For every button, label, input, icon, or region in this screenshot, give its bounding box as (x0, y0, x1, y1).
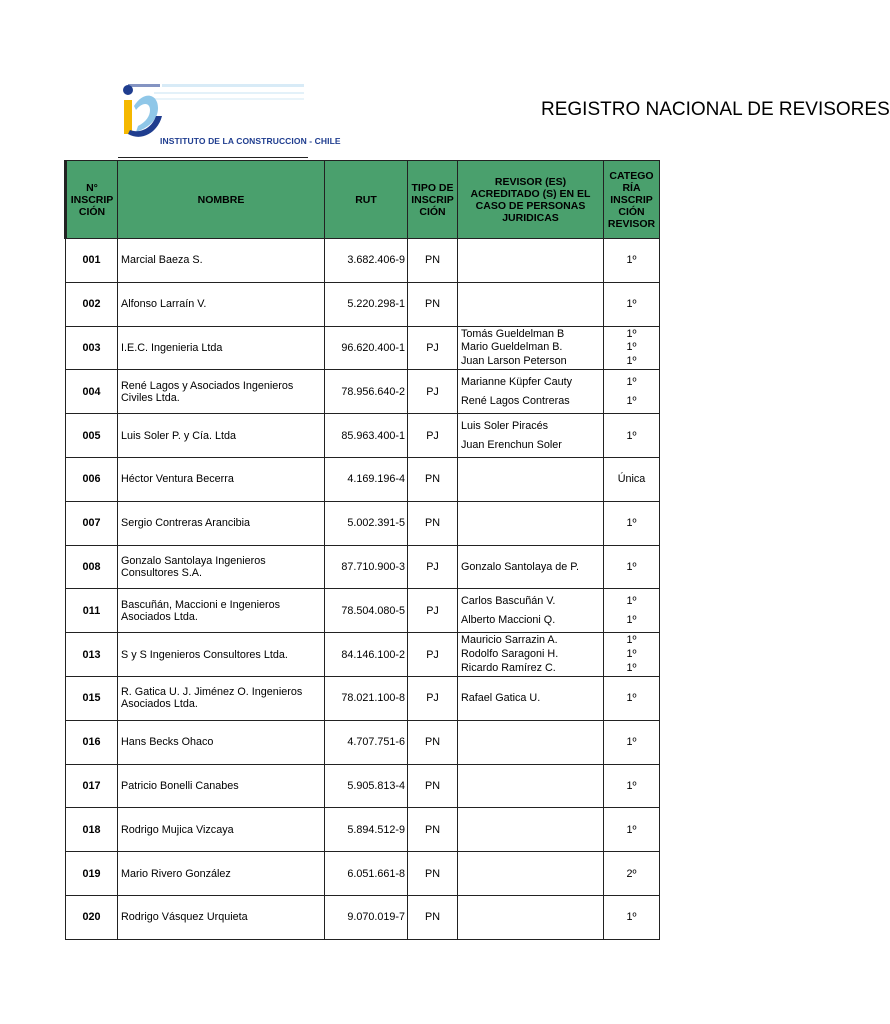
revisor-name: Tomás Gueldelman B (461, 327, 565, 340)
cell-nr: 017 (66, 764, 118, 808)
categoria-value: 1º (626, 595, 637, 608)
cell-nr: 013 (66, 633, 118, 677)
cell-nr: 015 (66, 676, 118, 720)
revisor-name: Luis Soler Piracés (461, 419, 549, 432)
categoria-value: 1º (626, 661, 637, 674)
cell-nombre: René Lagos y Asociados Ingenieros Civiles Ltda. (118, 370, 325, 414)
cell-categoria: 1º (604, 676, 660, 720)
cell-categoria: 1º (604, 501, 660, 545)
cell-rut: 5.220.298-1 (325, 282, 408, 326)
cell-tipo: PJ (408, 545, 458, 589)
cell-rut: 78.021.100-8 (325, 676, 408, 720)
cell-revisor (458, 764, 604, 808)
cell-revisor: Gonzalo Santolaya de P. (458, 545, 604, 589)
cell-rut: 4.169.196-4 (325, 457, 408, 501)
cell-nombre: S y S Ingenieros Consultores Ltda. (118, 633, 325, 677)
cell-nombre: Marcial Baeza S. (118, 239, 325, 283)
cell-revisor (458, 720, 604, 764)
cell-revisor (458, 370, 604, 414)
cell-revisor (458, 326, 604, 370)
cell-nr: 019 (66, 852, 118, 896)
cell-nr: 007 (66, 501, 118, 545)
cell-tipo: PJ (408, 370, 458, 414)
cell-rut: 5.894.512-9 (325, 808, 408, 852)
table-row (66, 457, 660, 501)
cell-revisor: Rafael Gatica U. (458, 676, 604, 720)
cell-revisor (458, 414, 604, 458)
cell-nombre: Luis Soler P. y Cía. Ltda (118, 414, 325, 458)
table-header-row (66, 161, 660, 239)
revisor-name: Carlos Bascuñán V. (461, 595, 556, 608)
revisor-name: Marianne Küpfer Cauty (461, 376, 573, 389)
cell-tipo: PN (408, 720, 458, 764)
table-row (66, 808, 660, 852)
cell-rut: 5.905.813-4 (325, 764, 408, 808)
cell-nr: 003 (66, 326, 118, 370)
cell-tipo: PN (408, 895, 458, 939)
revisor-name: Rodolfo Saragoni H. (461, 648, 559, 661)
cell-rut: 6.051.661-8 (325, 852, 408, 896)
categoria-value: 1º (626, 648, 637, 661)
cell-tipo: PN (408, 457, 458, 501)
cell-nombre: Rodrigo Mujica Vizcaya (118, 808, 325, 852)
table-row (66, 633, 660, 677)
cell-nr: 011 (66, 589, 118, 633)
cell-rut: 96.620.400-1 (325, 326, 408, 370)
cell-tipo: PJ (408, 589, 458, 633)
cell-nr: 005 (66, 414, 118, 458)
revisor-name: Juan Erenchun Soler (461, 438, 562, 451)
column-header-nombre: NOMBRE (118, 161, 325, 239)
cell-revisor (458, 457, 604, 501)
cell-nombre: Gonzalo Santolaya Ingenieros Consultores S.A. (118, 545, 325, 589)
cell-nombre: Bascuñán, Maccioni e Ingenieros Asociados Ltda. (118, 589, 325, 633)
cell-rut: 78.504.080-5 (325, 589, 408, 633)
revisor-name: Mauricio Sarrazin A. (461, 634, 558, 647)
cell-tipo: PN (408, 239, 458, 283)
revisor-name: Alberto Maccioni Q. (461, 613, 556, 626)
cell-rut: 3.682.406-9 (325, 239, 408, 283)
cell-nombre: Sergio Contreras Arancibia (118, 501, 325, 545)
categoria-value: 1º (626, 394, 637, 407)
cell-categoria (604, 589, 660, 633)
revisor-name: René Lagos Contreras (461, 394, 570, 407)
categoria-value: 1º (626, 327, 637, 340)
column-header-categoria: CATEGO RÍA INSCRIP CIÓN REVISOR (604, 161, 660, 239)
revisor-name: Juan Larson Peterson (461, 355, 567, 368)
categoria-value: 1º (626, 341, 637, 354)
cell-revisor (458, 239, 604, 283)
cell-rut: 85.963.400-1 (325, 414, 408, 458)
cell-rut: 5.002.391-5 (325, 501, 408, 545)
cell-rut: 84.146.100-2 (325, 633, 408, 677)
table-body (66, 239, 660, 940)
categoria-value: 1º (626, 634, 637, 647)
cell-tipo: PJ (408, 676, 458, 720)
cell-nr: 004 (66, 370, 118, 414)
cell-nr: 002 (66, 282, 118, 326)
table-row (66, 764, 660, 808)
cell-nr: 006 (66, 457, 118, 501)
cell-tipo: PN (408, 808, 458, 852)
cell-revisor (458, 852, 604, 896)
cell-categoria (604, 633, 660, 677)
cell-nombre: Mario Rivero González (118, 852, 325, 896)
cell-nombre: Héctor Ventura Becerra (118, 457, 325, 501)
cell-nombre: Hans Becks Ohaco (118, 720, 325, 764)
cell-tipo: PN (408, 282, 458, 326)
column-header-revisor: REVISOR (ES) ACREDITADO (S) EN EL CASO DE PERSONAS JURIDICAS (458, 161, 604, 239)
table-row (66, 326, 660, 370)
cell-categoria: 1º (604, 764, 660, 808)
cell-revisor (458, 895, 604, 939)
cell-rut: 4.707.751-6 (325, 720, 408, 764)
cell-tipo: PN (408, 764, 458, 808)
categoria-value: 1º (626, 355, 637, 368)
cell-categoria: 1º (604, 239, 660, 283)
cell-categoria: 1º (604, 282, 660, 326)
cell-categoria: 1º (604, 545, 660, 589)
cell-categoria (604, 370, 660, 414)
cell-tipo: PN (408, 501, 458, 545)
table-row (66, 720, 660, 764)
cell-revisor (458, 589, 604, 633)
cell-tipo: PJ (408, 326, 458, 370)
cell-categoria (604, 326, 660, 370)
cell-revisor (458, 808, 604, 852)
cell-rut: 9.070.019-7 (325, 895, 408, 939)
column-header-nr: N° INSCRIP CIÓN (66, 161, 118, 239)
cell-nombre: Patricio Bonelli Canabes (118, 764, 325, 808)
cell-categoria: 1º (604, 414, 660, 458)
column-header-tipo: TIPO DE INSCRIP CIÓN (408, 161, 458, 239)
cell-nombre: I.E.C. Ingenieria Ltda (118, 326, 325, 370)
table-row (66, 676, 660, 720)
revisores-table (64, 160, 660, 940)
logo-caption: INSTITUTO DE LA CONSTRUCCION - CHILE (160, 136, 341, 146)
logo-divider (118, 157, 308, 158)
table-row (66, 545, 660, 589)
table-row (66, 239, 660, 283)
table-row (66, 370, 660, 414)
table-row (66, 895, 660, 939)
page-title: REGISTRO NACIONAL DE REVISORES (541, 99, 890, 120)
cell-nr: 020 (66, 895, 118, 939)
cell-nr: 001 (66, 239, 118, 283)
cell-categoria: Única (604, 457, 660, 501)
cell-nombre: Rodrigo Vásquez Urquieta (118, 895, 325, 939)
column-header-rut: RUT (325, 161, 408, 239)
cell-tipo: PN (408, 852, 458, 896)
revisor-name: Mario Gueldelman B. (461, 341, 563, 354)
cell-revisor (458, 633, 604, 677)
table-row (66, 589, 660, 633)
categoria-value: 1º (626, 613, 637, 626)
table-row (66, 414, 660, 458)
cell-rut: 78.956.640-2 (325, 370, 408, 414)
cell-nombre: Alfonso Larraín V. (118, 282, 325, 326)
cell-categoria: 1º (604, 720, 660, 764)
cell-categoria: 2º (604, 852, 660, 896)
cell-nr: 008 (66, 545, 118, 589)
revisor-name: Ricardo Ramírez C. (461, 661, 556, 674)
cell-categoria: 1º (604, 808, 660, 852)
cell-revisor (458, 501, 604, 545)
categoria-value: 1º (626, 376, 637, 389)
cell-categoria: 1º (604, 895, 660, 939)
cell-nr: 016 (66, 720, 118, 764)
cell-nombre: R. Gatica U. J. Jiménez O. Ingenieros Asociados Ltda. (118, 676, 325, 720)
table-row (66, 501, 660, 545)
cell-nr: 018 (66, 808, 118, 852)
table-row (66, 282, 660, 326)
cell-tipo: PJ (408, 414, 458, 458)
table-row (66, 852, 660, 896)
cell-revisor (458, 282, 604, 326)
cell-tipo: PJ (408, 633, 458, 677)
cell-rut: 87.710.900-3 (325, 545, 408, 589)
